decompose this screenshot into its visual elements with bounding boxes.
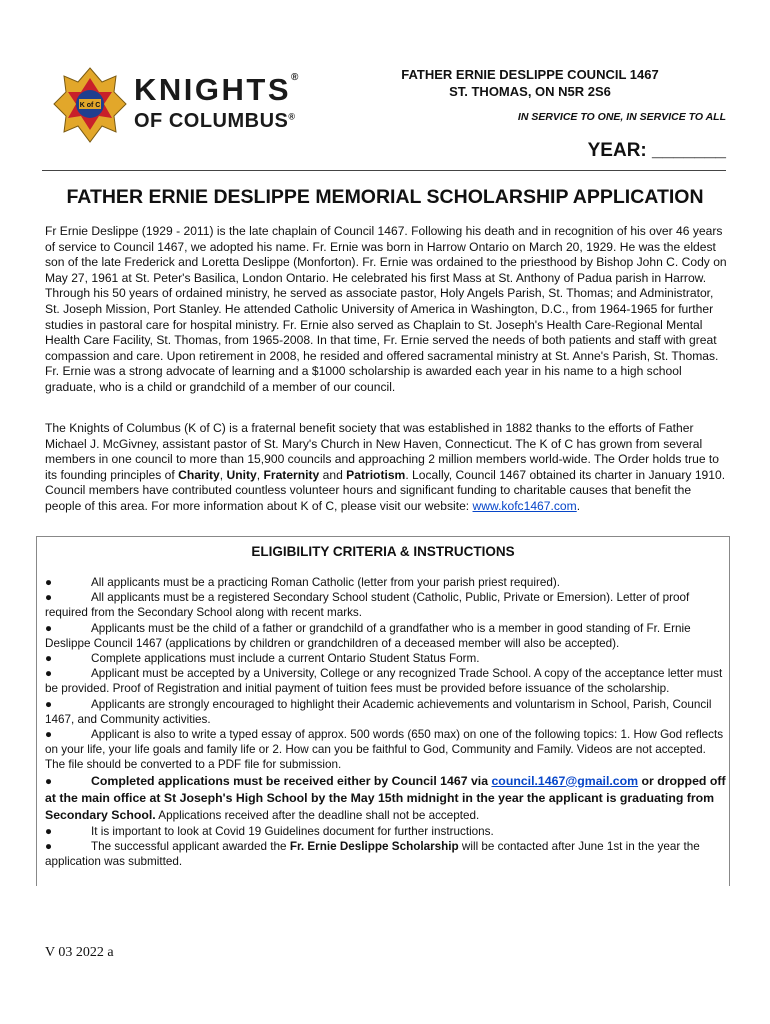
list-item: ● Applicants must be the child of a father or grandchild of a grandfather who is a member in good standing of Fr. Ernie Deslippe Council 1467 (applications by children or grandchildren of a deceased member will also be accepted). (45, 621, 691, 650)
bullet-icon: ● (45, 591, 53, 605)
knights-of-columbus-logo (52, 66, 322, 146)
list-item: ● All applicants must be a registered Secondary School student (Catholic, Public, Private or Emersion). Letter of proof required from the Secondary School along with recent marks. (45, 591, 690, 620)
bullet-icon: ● (45, 774, 53, 788)
council-email-link[interactable]: council.1467@gmail.com (491, 773, 639, 788)
bullet-icon: ● (45, 652, 53, 666)
principle-unity: Unity (226, 467, 257, 482)
eligibility-title: ELIGIBILITY CRITERIA & INSTRUCTIONS (251, 544, 515, 559)
bullet-icon: ● (45, 667, 53, 681)
header-divider (42, 170, 726, 171)
version-label: V 03 2022 a (45, 945, 114, 960)
eligibility-list (45, 575, 728, 869)
list-item: ● It is important to look at Covid 19 Guidelines document for further instructions. (45, 824, 494, 838)
logo-line-knights: KNIGHTS® (134, 72, 299, 107)
document-title: FATHER ERNIE DESLIPPE MEMORIAL SCHOLARSHIP APPLICATION (66, 186, 704, 208)
bullet-icon: ● (45, 621, 53, 635)
bullet-icon: ● (45, 824, 53, 838)
deadline-item: ● Completed applications must be received either by Council 1467 via council.1467@gmail.com or dropped off at the main office at St Joseph's High School by the May 15th midnight in the year the applicant is graduating from Secondary School. Applications received after the deadline shall not be accepted. (45, 773, 726, 822)
council-info (380, 66, 680, 100)
council-motto: IN SERVICE TO ONE, IN SERVICE TO ALL (517, 111, 726, 123)
year-field[interactable]: YEAR: _______ (587, 140, 726, 161)
emblem-text: K of C (79, 102, 101, 109)
scholarship-name: Fr. Ernie Deslippe Scholarship (289, 839, 459, 853)
bullet-icon: ● (45, 839, 53, 853)
website-link[interactable]: www.kofc1467.com (472, 498, 577, 513)
list-item: ● Complete applications must include a current Ontario Student Status Form. (45, 652, 480, 666)
list-item: ● All applicants must be a practicing Roman Catholic (letter from your parish priest required). (45, 576, 560, 589)
bullet-icon: ● (45, 576, 53, 589)
list-item: ● Applicants are strongly encouraged to highlight their Academic achievements and voluntarism in School, Parish, Council 1467, and Community activities. (45, 697, 712, 726)
list-item: ● Applicant is also to write a typed essay of approx. 500 words (650 max) on one of the following topics: 1. How God reflects on your life, your life goals and family life or 2. How can you be faithful to God, Community and Family. Videos are not accepted. The file should be converted to a PDF file for submission. (45, 728, 724, 772)
bullet-icon: ● (45, 697, 53, 711)
bio-paragraph: Fr Ernie Deslippe (1929 - 2011) is the late chaplain of Council 1467. Following his death and in recognition of his over 46 years of service to Council 1467, we adopted his name. Fr. Ernie was born in Harrow Ontario on March 20, 1929. He was the eldest son of the late Frederick and Loretta Deslippe (Monforton). Fr. Ernie was ordained to the priesthood by Bishop John C. Cody on May 27, 1961 at St. Peter's Basilica, London Ontario. He celebrated his first Mass at St. Anthony of Padua parish in Harrow. Through his 50 years of ordained ministry, he served as associate pastor, Holy Angels Parish, St. Thomas; and Administrator, St. Joseph Mission, Port Stanley. He attended Catholic University of America in Washington, D.C., from 1964-1965 for further studies in pastoral care for hospital ministry. Fr. Ernie also served as Chaplain to St. Joseph's Health Care-Regional Mental Health Care Facility, St. Thomas, from 1965-2008. In that time, Fr. Ernie served the needs of both patients and staff with great compassion and care. Upon retirement in 2008, he resided and offered sacramental ministry at St. Anne's Parish, St. Thomas. Fr. Ernie was a strong advocate of learning and a $1000 scholarship is awarded each year in his name to a high school graduate, who is a child or grandchild of a member of our council. (45, 224, 727, 394)
principle-fraternity: Fraternity (263, 467, 320, 482)
bullet-icon: ● (45, 728, 53, 742)
kofc-emblem-icon (52, 66, 128, 144)
principle-patriotism: Patriotism (346, 467, 406, 482)
council-address: ST. THOMAS, ON N5R 2S6 (449, 84, 611, 99)
logo-line-of-columbus: OF COLUMBUS® (134, 110, 296, 132)
list-item: ● The successful applicant awarded the Fr. Ernie Deslippe Scholarship will be contacted after June 1st in the year the application was submitted. (45, 839, 700, 869)
kofc-paragraph: The Knights of Columbus (K of C) is a fraternal benefit society that was established in 1882 thanks to the efforts of Father Michael J. McGivney, assistant pastor of St. Mary's Church in New Haven, Connecticut. The K of C has grown from several members in one council to more than 15,900 councils and approaching 2 million members world-wide. The Order holds true to its founding principles of Charity, Unity, Fraternity and Patriotism. Locally, Council 1467 obtained its charter in January 1910. Council members have contributed countless volunteer hours and significant funding to charitable causes that benefit the people of this area. For more information about K of C, please visit our website: www.kofc1467.com. (45, 421, 726, 513)
list-item: ● Applicant must be accepted by a University, College or any recognized Trade School. A copy of the acceptance letter must be provided. Proof of Registration and initial payment of tuition fees must be provided before issuance of the scholarship. (45, 667, 723, 696)
council-name: FATHER ERNIE DESLIPPE COUNCIL 1467 (401, 67, 659, 82)
principle-charity: Charity (178, 467, 220, 482)
